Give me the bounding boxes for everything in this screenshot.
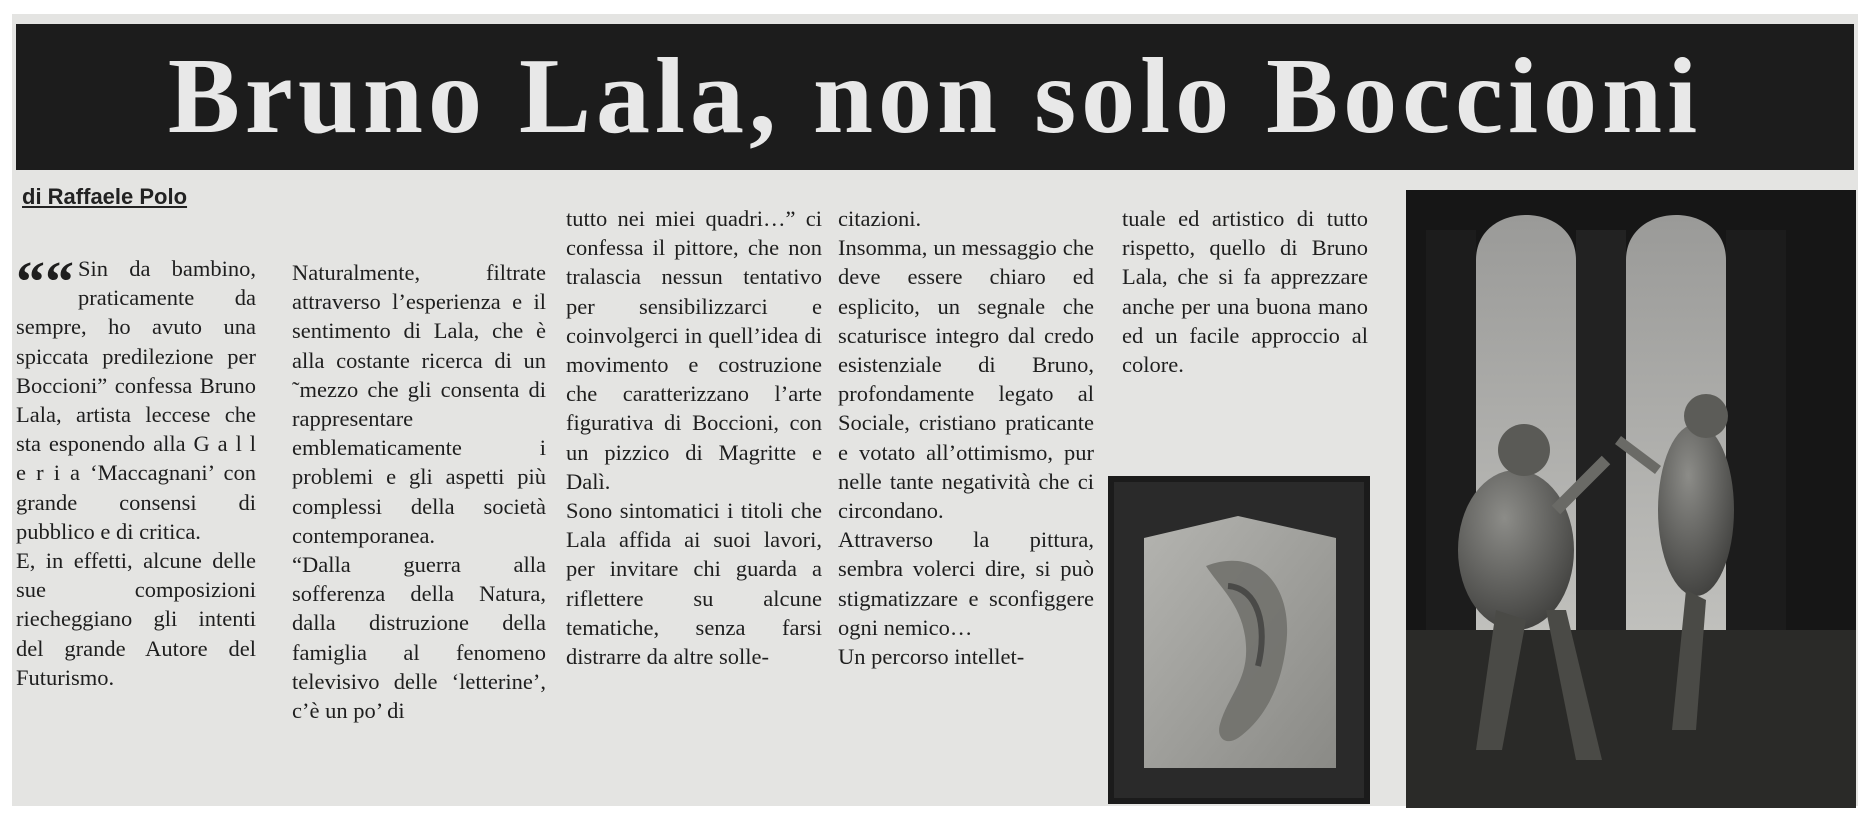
paragraph: tutto nei miei quadri…” ci confessa il pittore, che non tralascia nessun tentativo per sensibilizzarci e coinvolgerci in quell’idea di movimento e costruzione che caratterizzano l’arte figurativa di Boccioni, con un pizzico di Magritte e Dalì.: [566, 206, 822, 494]
paragraph: Sin da bambino, praticamente da sempre, ho avuto una spiccata predilezione per Boccioni” confessa Bruno Lala, artista leccese che sta esponendo alla G a l l e r i a ‘Maccagnani’ con grande consensi di pubblico e di critica.: [16, 256, 256, 544]
paragraph: Sono sintomatici i titoli che Lala affida ai suoi lavori, per invitare chi guarda a riflettere su alcune tematiche, senza farsi distrarre da altre solle-: [566, 498, 822, 670]
article-column-4: [838, 204, 1094, 671]
headline: Bruno Lala, non solo Boccioni: [167, 37, 1703, 156]
article-column-1: [16, 249, 256, 692]
paragraph: tuale ed artistico di tutto rispetto, quello di Bruno Lala, che si fa apprezzare anche per una buona mano ed un facile approccio al colore.: [1122, 206, 1368, 378]
painting-photo-small: [1108, 476, 1370, 804]
article-column-2: [292, 258, 546, 725]
opening-quote-mark: ““: [16, 249, 74, 314]
painting-ear-image: [1108, 476, 1370, 804]
painting-photo-large: [1406, 190, 1856, 808]
paragraph: Un percorso intellet-: [838, 644, 1025, 670]
painting-figures-image: [1406, 190, 1856, 808]
article-column-3: [566, 204, 822, 671]
paragraph: E, in effetti, alcune delle sue composizioni riecheggiano gli intenti del grande Autore del Futurismo.: [16, 548, 256, 690]
headline-banner: [16, 24, 1854, 170]
byline: di Raffaele Polo: [22, 184, 188, 209]
paragraph: “Dalla guerra alla sofferenza della Natura, dalla distruzione della famiglia al fenomeno televisivo delle ‘letterine’, c’è un po’ di: [292, 552, 546, 724]
newspaper-clipping: [12, 14, 1858, 806]
paragraph: Naturalmente, filtrate attraverso l’esperienza e il sentimento di Lala, che è alla costante ricerca di un ˜mezzo che gli consenta di rappresentare emblematicamente i problemi e gli aspetti più complessi della società contemporanea.: [292, 260, 546, 548]
paragraph: Attraverso la pittura, sembra volerci dire, si può stigmatizzare e sconfiggere ogni nemico…: [838, 527, 1094, 640]
article-column-5: [1122, 204, 1368, 379]
paragraph: citazioni.: [838, 206, 922, 231]
paragraph: Insomma, un messaggio che deve essere chiaro ed esplicito, un segnale che scaturisce integro dal credo esistenziale di Bruno, profondamente legato al Sociale, cristiano praticante e votato all’ottimismo, pur nelle tante negatività che ci circondano.: [838, 235, 1094, 524]
